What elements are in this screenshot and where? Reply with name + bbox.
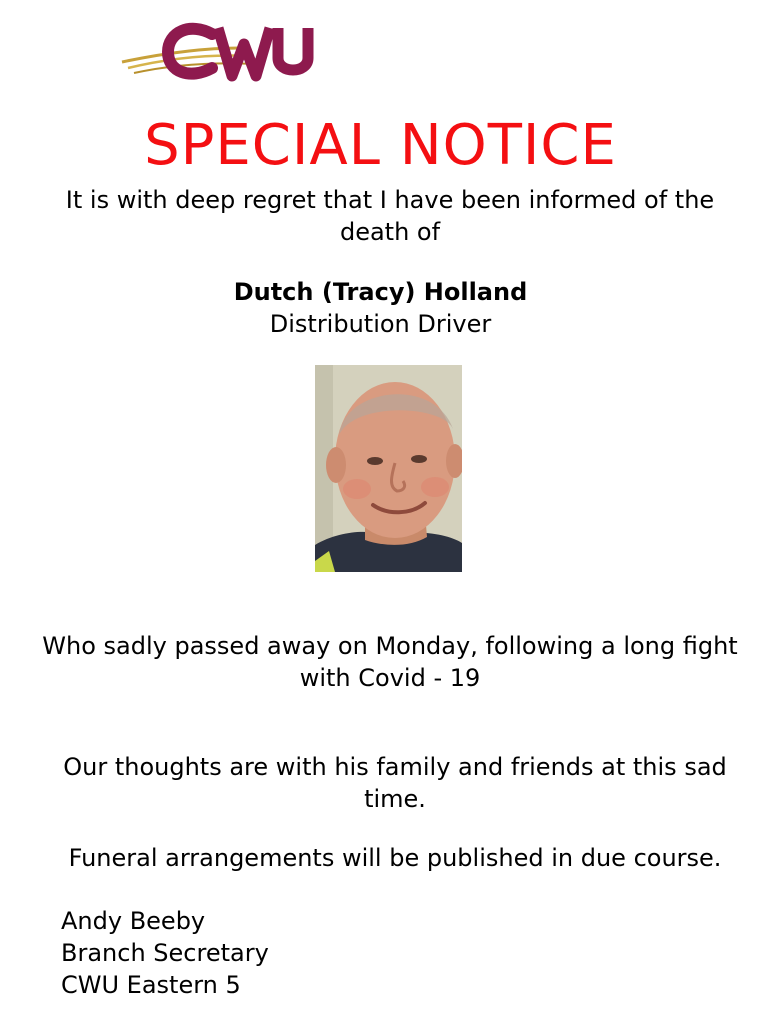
- signature-block: [61, 905, 269, 1001]
- passed-away-text: Who sadly passed away on Monday, following a long fight with Covid - 19: [42, 632, 738, 692]
- logo-letter-u: [278, 28, 308, 70]
- signature-organisation: CWU Eastern 5: [61, 971, 241, 999]
- right-cheek: [421, 477, 449, 497]
- portrait-illustration: [315, 365, 462, 572]
- portrait-photo: [315, 365, 462, 572]
- funeral-text: Funeral arrangements will be published in due course.: [68, 844, 722, 872]
- cwu-logo-graphic: [120, 18, 320, 88]
- left-cheek: [343, 479, 371, 499]
- left-ear: [326, 447, 346, 483]
- deceased-name: Dutch (Tracy) Holland: [233, 278, 528, 306]
- deceased-role: Distribution Driver: [269, 310, 492, 338]
- signature-position: Branch Secretary: [61, 939, 269, 967]
- right-eye: [411, 455, 427, 463]
- logo-letter-w: [218, 28, 270, 76]
- intro-text: It is with deep regret that I have been informed of the death of: [65, 186, 715, 246]
- left-eye: [367, 457, 383, 465]
- cwu-logo: [120, 18, 320, 88]
- notice-title: SPECIAL NOTICE: [144, 113, 617, 178]
- thoughts-text: Our thoughts are with his family and friends at this sad time.: [63, 753, 727, 813]
- signature-name: Andy Beeby: [61, 907, 206, 935]
